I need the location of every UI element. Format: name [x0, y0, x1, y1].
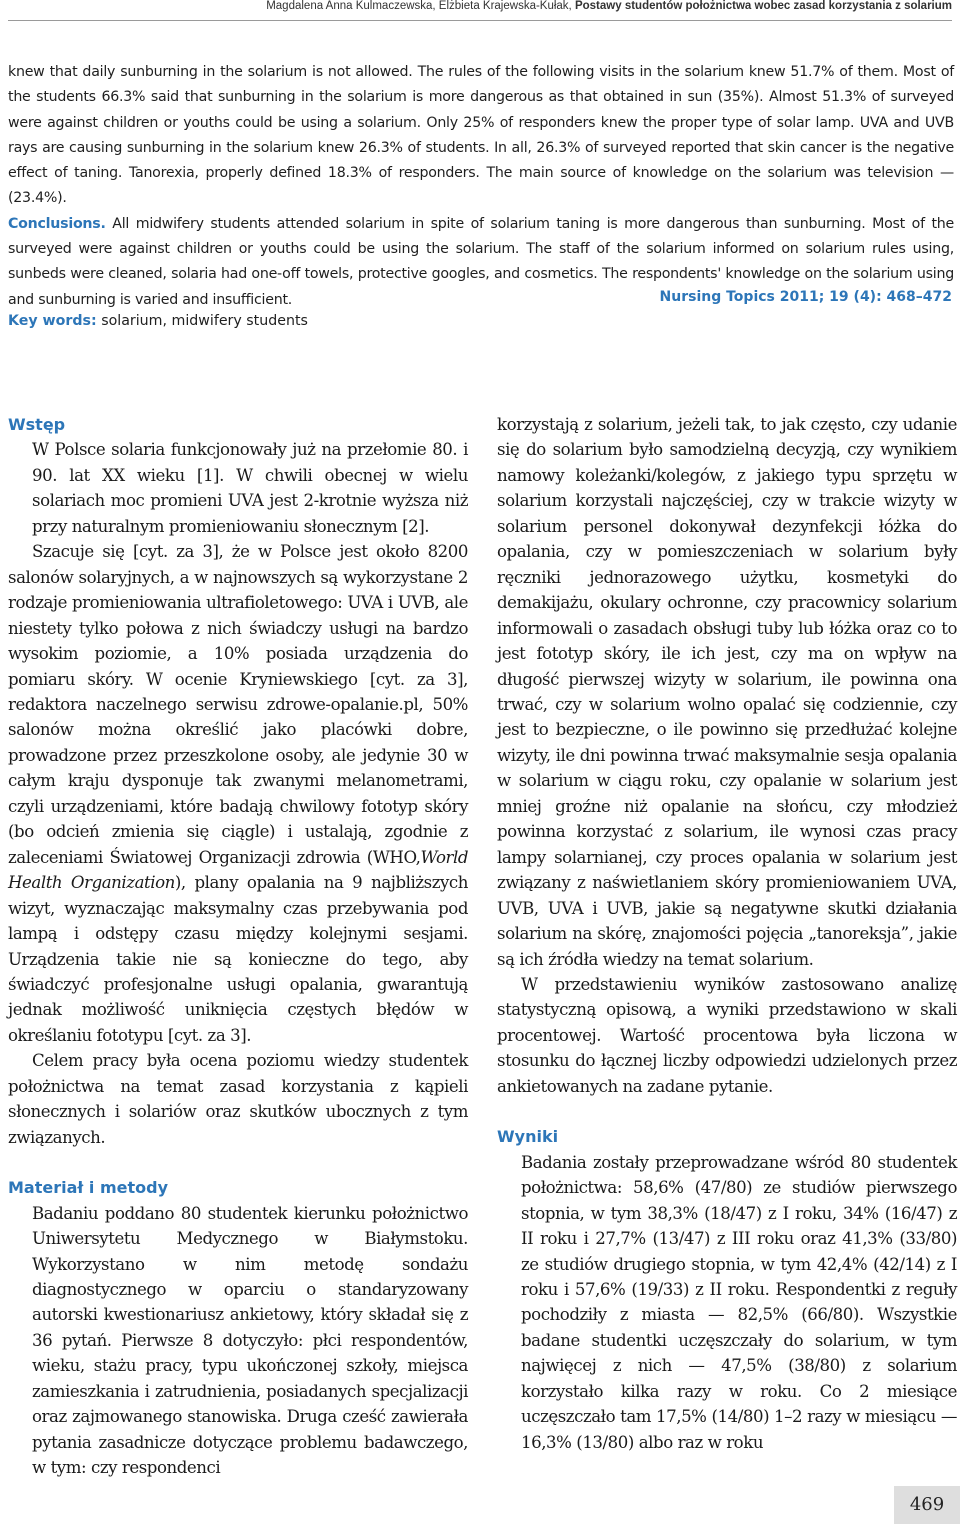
keywords-text: solarium, midwifery students — [96, 313, 308, 329]
abstract — [8, 60, 954, 313]
running-header — [0, 0, 952, 14]
section-gap — [8, 1150, 468, 1175]
statistics-paragraph: W przedstawieniu wyników zastosowano analizę statystyczną opisową, a wyniki przedstawiono w skali procentowej. Wartość procentowa była liczona w stosunku do łącznej liczby odpowiedzi udzielonych przez ankietowanych na zadane pytanie. — [497, 974, 957, 1096]
section-heading-results: Wyniki — [497, 1127, 559, 1147]
abstract-results-text: knew that daily sunburning in the solarium is not allowed. The rules of the following visits in the solarium knew 51.7% of them. Most of the students 66.3% said that sunburning in the solarium is more dangerous as that obtained in sun (35%). Almost 51.3% of surveyed were against children or youths could be using a solarium. Only 25% of responders knew the proper type of solar lamp. UVA and UVB rays are causing sunburning in the solarium knew 26.3% of students. In all, 26.3% of surveyed reported that skin cancer is the negative effect of taning. Tanorexia, properly defined 18.3% of responders. The main source of knowledge on the solarium was television — (23.4%). — [8, 64, 954, 207]
methods-paragraph-1: Badaniu poddano 80 studentek kierunku położnictwo Uniwersytetu Medycznego w Białymstoku. Wykorzystano w nim metodę sondażu diagnostycznego w oparciu o standaryzowany autorski kwestionariusz ankietowy, który składał się z 36 pytań. Pierwsze 8 dotyczyło: płci respondentów, wieku, stażu pracy, typu ukończonej szkoły, miejsca zamieszkania i zatrudnienia, posiadanych specjalizacji oraz zajmowanego stanowiska. Druga cześć zawierała pytania zasadnicze dotyczące problemu badawczego, w tym: czy respondenci — [32, 1203, 468, 1478]
keywords — [8, 313, 308, 329]
methods-continuation-paragraph: korzystają z solarium, jeżeli tak, to jak często, czy udanie się do solarium było samodzielną decyzją, czy wynikiem namowy koleżanki/kolegów, z jakiego typu sprzętu w solarium korzystali najczęściej, czy w trakcie wizyty w solarium personel dokonywał dezynfekcji łóżka do opalania, czy w pomieszczeniach w solarium były ręczniki jednorazowego użytku, kosmetyki do demakijażu, okulary ochronne, czy pracownicy solarium informowali o zasadach obsługi tuby lub łóżka oraz co to jest fototyp skóry, ile ich jest, czy ma on wpływ na długość pierwszej wizyty w solarium, ile powinna ona trwać, czy w solarium wolno opalać się codziennie, czy jest to bezpieczne, o ile powinno się przedłużać kolejne wizyty, ile dni powinna trwać maksymalnie sesja opalania w solarium w ciągu roku, czy opalanie w solarium jest mniej groźne niż opalanie na słońcu, czy młodzież powinna korzystać z solarium, ile wynosi czas pracy lampy solarnianej, czy proces opalania w solarium jest związany z naświetlaniem skóry promieniowaniem UVA, UVB, UVA i UVB, jakie są negatywne skutki działania solarium na skórę, znajomości pojęcia „tanoreksja”, jakie są ich źródła wiedzy na temat solarium. — [497, 415, 957, 969]
header-authors: Magdalena Anna Kulmaczewska, Elżbieta Krajewska-Kułak, — [266, 0, 572, 12]
journal-citation: Nursing Topics 2011; 19 (4): 468–472 — [659, 289, 952, 305]
right-column — [497, 412, 957, 1455]
section-heading-intro: Wstęp — [8, 415, 66, 434]
intro-paragraph-2-end: ), plany opalania na 9 najbliższych wizyt, wyznaczając maksymalny czas przebywania pod lampą i odstępy czasu między kolejnymi sesjami. Urządzenia takie nie są konieczne do tego, aby świadczyć profesjonalne usługi opalania, gwarantują jednak możliwość uniknięcia częstych błędów w określaniu fototypu [cyt. za 3]. — [8, 873, 468, 1045]
conclusions-text: All midwifery students attended solarium in spite of solarium taning is more dangerous than sunburning. Most of the surveyed were against children or youths could be using the solarium. The staff of the solarium informed on solarium rules using, sunbeds were cleaned, solaria had one-off towels, protective googles, and cosmetics. The respondents' knowledge on the solarium using and sunburning is varied and insufficient. — [8, 215, 954, 308]
left-column — [8, 412, 468, 1481]
page-number: 469 — [894, 1486, 960, 1524]
intro-paragraph-2 — [8, 539, 468, 1048]
section-gap — [497, 1099, 957, 1124]
conclusions-label: Conclusions. — [8, 215, 106, 232]
section-heading-methods: Materiał i metody — [8, 1178, 168, 1198]
header-title: Postawy studentów położnictwa wobec zasad korzystania z solarium — [574, 0, 952, 12]
intro-paragraph-3: Celem pracy była ocena poziomu wiedzy studentek położnictwa na temat zasad korzystania z kąpieli słonecznych i solariów oraz skutków ubocznych z tym związanych. — [8, 1051, 468, 1147]
intro-paragraph-2-italic: World Health Organization — [8, 847, 468, 893]
header-rule — [8, 20, 952, 21]
intro-paragraph-2-text: Szacuje się [cyt. za 3], że w Polsce jest około 8200 salonów solaryjnych, a w najnowszych są wykorzystane 2 rodzaje promieniowania ultrafioletowego: UVA i UVB, ale niestety tylko połowa z nich świadczy usługi na bardzo wysokim poziomie, a 10% posiada urządzenia do pomiaru skóry. W ocenie Kryniewskiego [cyt. za 3], redaktora naczelnego serwisu zdrowe-opalanie.pl, 50% salonów można określić jako placówki dobre, prowadzone przez przeszkolone osoby, ale jedynie 30 w całym kraju dysponuje tak zwanymi melanometrami, czyli urządzeniami, które badają chwilowy fototyp skóry (bo odcień zmienia się ciągle) i ustalają, zgodnie z zaleceniami Światowej Organizacji zdrowia (WHO, — [8, 542, 468, 867]
results-paragraph-1: Badania zostały przeprowadzane wśród 80 studentek położnictwa: 58,6% (47/80) ze studiów pierwszego stopnia, w tym 38,3% (18/47) z I roku, 34% (16/47) z II roku i 27,7% (13/47) z III roku oraz 41,3% (33/80) ze studiów drugiego stopnia, w tym 42,4% (42/14) z I roku i 57,6% (19/33) z II roku. Respondentki z reguły pochodziły z miasta — 82,5% (66/80). Wszystkie badane studentki uczęszczały do solarium, w tym najwięcej z nich — 47,5% (38/80) z solarium korzystało kilka razy w roku. Co 2 miesiące uczęszczało tam 17,5% (14/80) 1–2 razy w miesiącu — 16,3% (13/80) albo raz w roku — [521, 1152, 957, 1452]
keywords-label: Key words: — [8, 313, 97, 329]
intro-paragraph-1: W Polsce solaria funkcjonowały już na przełomie 80. i 90. lat XX wieku [1]. W chwili obecnej w wielu solariach moc promieni UVA jest 2-krotnie wyższa niż przy naturalnym promieniowaniu słonecznym [2]. — [32, 440, 468, 536]
